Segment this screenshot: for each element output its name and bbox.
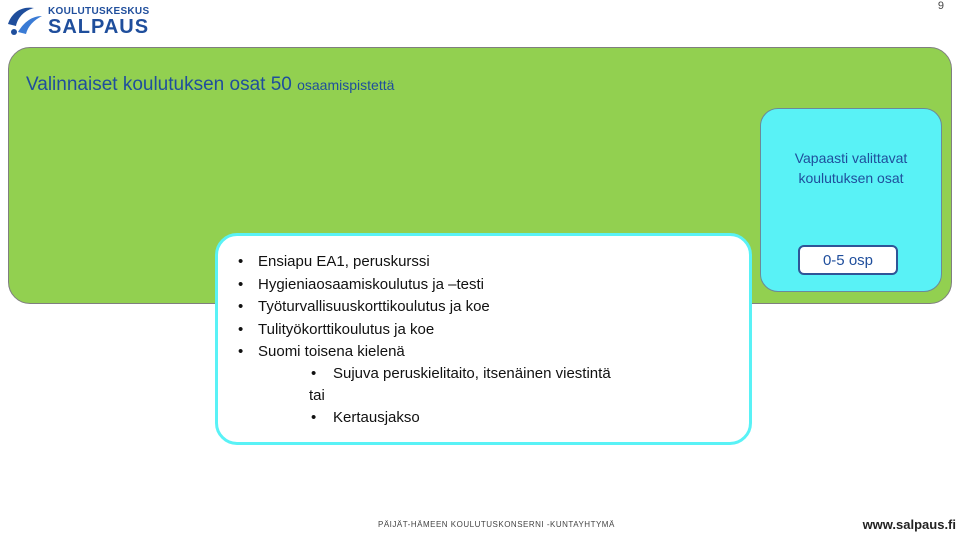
osp-badge: 0-5 osp (798, 245, 898, 275)
list-item: • Suomi toisena kielenä (258, 341, 490, 364)
sub-list-item: • Sujuva peruskielitaito, itsenäinen viestintä (333, 363, 611, 386)
language-sub-list-2 (311, 407, 420, 430)
optional-units-line-1: Vapaasti valittavat (794, 150, 908, 166)
slide-title (26, 74, 394, 96)
bullet-icon: • (311, 409, 317, 426)
course-list (238, 251, 490, 364)
footer-organization: PÄIJÄT-HÄMEEN KOULUTUSKONSERNI -KUNTAYHTYMÄ (378, 520, 615, 529)
salpaus-logo-mark-icon (4, 2, 44, 38)
list-item: • Ensiapu EA1, peruskurssi (258, 251, 490, 274)
slide-title-main: Valinnaiset koulutuksen osat 50 (26, 74, 292, 95)
bullet-icon: • (311, 365, 317, 382)
slide-title-sub: osaamispistettä (297, 77, 395, 93)
language-sub-list (311, 363, 611, 386)
list-item: • Työturvallisuuskorttikoulutus ja koe (258, 296, 490, 319)
bullet-icon: • (238, 343, 244, 360)
bullet-icon: • (238, 320, 244, 338)
page-number: 9 (937, 0, 944, 12)
bullet-icon: • (238, 275, 244, 293)
bullet-icon: • (238, 298, 244, 315)
bullet-icon: • (238, 253, 244, 270)
salpaus-logo (4, 2, 150, 38)
sub-list-item: • Kertausjakso (333, 407, 420, 430)
optional-units-label (760, 148, 942, 188)
list-item: • Tulityökorttikoulutus ja koe (258, 319, 490, 342)
logo-tagline: KOULUTUSKESKUS (48, 6, 150, 17)
connector-text: tai (309, 387, 325, 404)
footer-url: www.salpaus.fi (862, 517, 956, 532)
optional-units-line-2: koulutuksen osat (798, 170, 904, 186)
list-item: • Hygieniaosaamiskoulutus ja –testi (258, 274, 490, 297)
logo-name: SALPAUS (48, 16, 150, 38)
